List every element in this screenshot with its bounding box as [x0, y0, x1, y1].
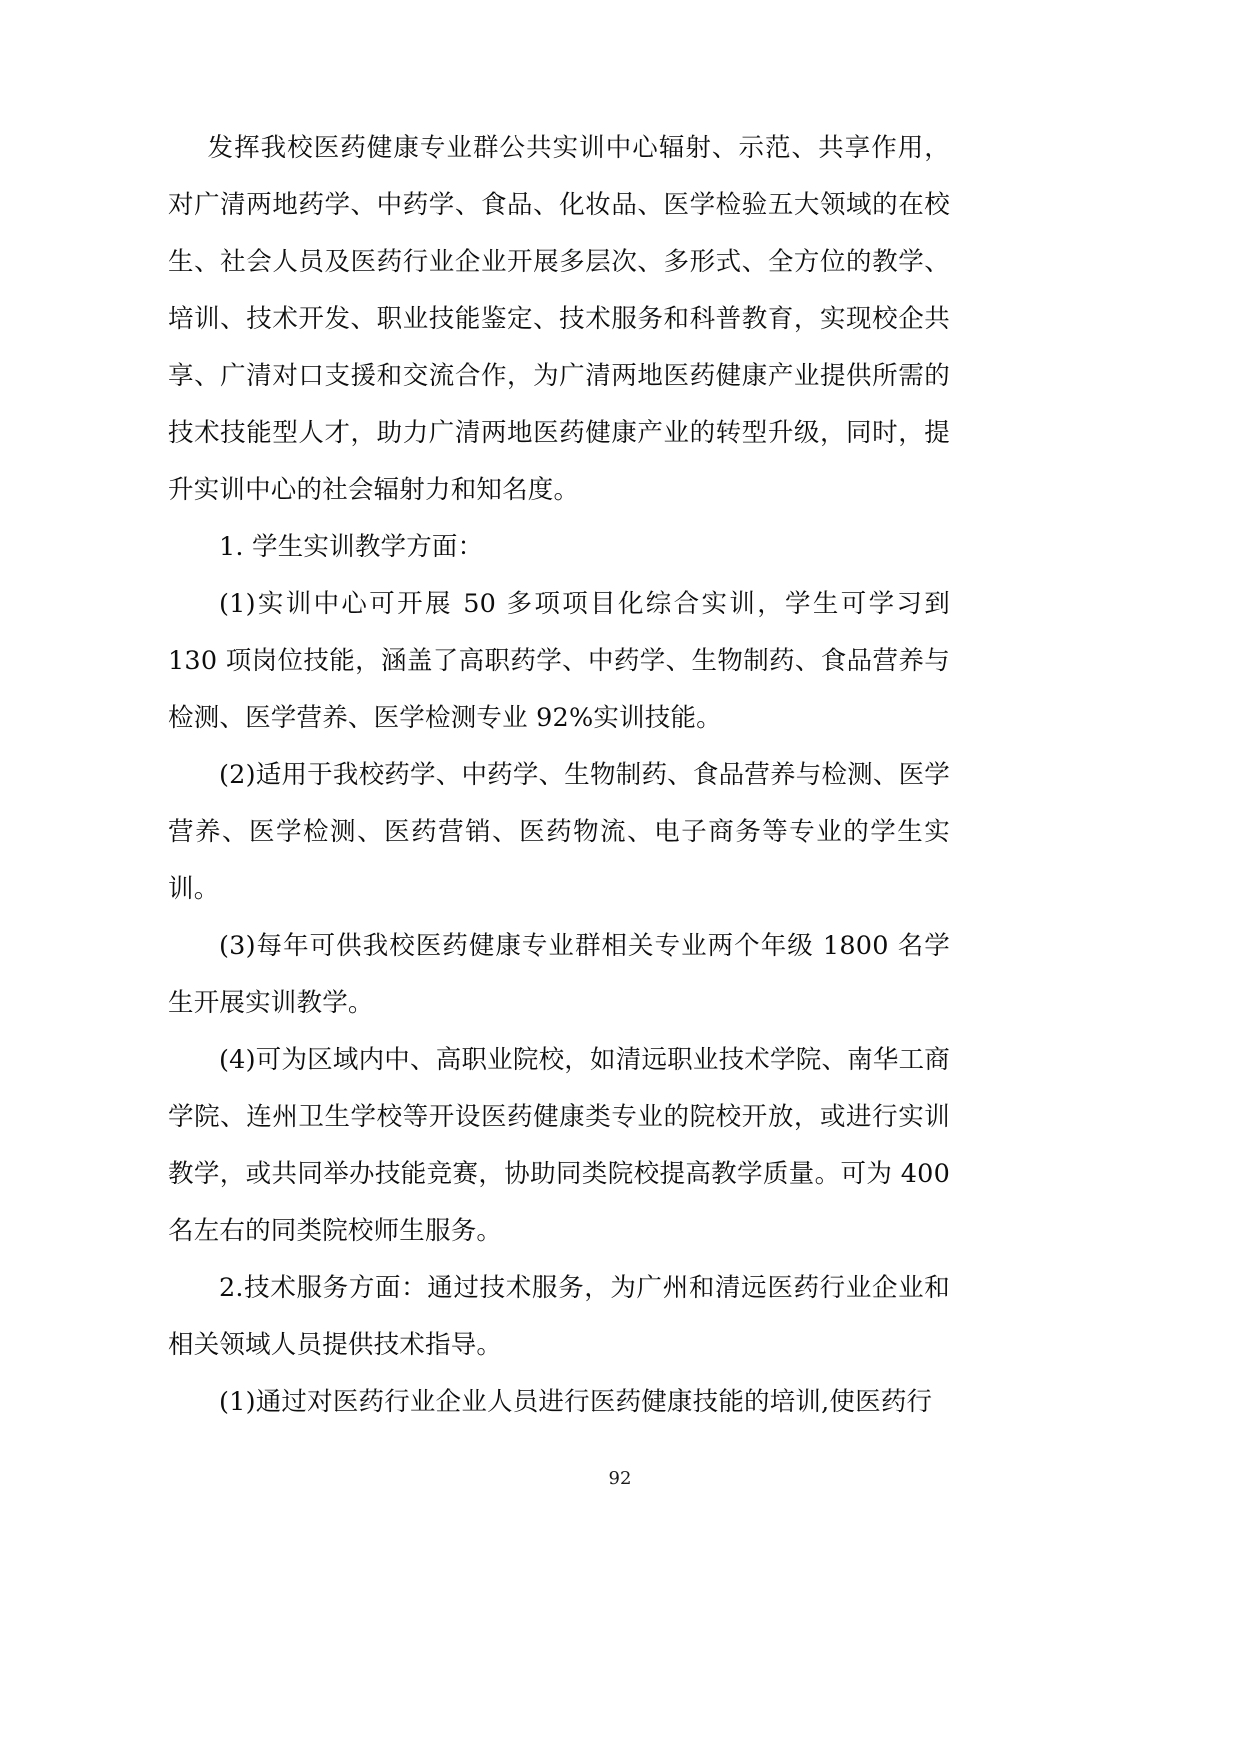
- paragraph-1-4: (4)可为区域内中、高职业院校，如清远职业技术学院、南华工商学院、连州卫生学校等开设医药健康类专业的院校开放，或进行实训教学，或共同举办技能竞赛，协助同类院校提高教学质量。可为 400 名左右的同类院校师生服务。: [168, 1045, 950, 1246]
- paragraph-1-2: (2)适用于我校药学、中药学、生物制药、食品营养与检测、医学营养、医学检测、医药营销、医药物流、电子商务等专业的学生实训。: [168, 760, 950, 904]
- paragraph-intro: 发挥我校医药健康专业群公共实训中心辐射、示范、共享作用，对广清两地药学、中药学、食品、化妆品、医学检验五大领域的在校生、社会人员及医药行业企业开展多层次、多形式、全方位的教学、培训、技术开发、职业技能鉴定、技术服务和科普教育，实现校企共享、广清对口支援和交流合作，为广清两地医药健康产业提供所需的技术技能型人才，助力广清两地医药健康产业的转型升级，同时，提升实训中心的社会辐射力和知名度。: [168, 133, 950, 505]
- paragraph-heading-2: 2.技术服务方面：通过技术服务，为广州和清远医药行业企业和相关领域人员提供技术指导。: [168, 1273, 950, 1360]
- page-number: 92: [608, 1468, 632, 1489]
- paragraph-heading-1: 1. 学生实训教学方面：: [219, 532, 484, 562]
- paragraph-2-1: (1)通过对医药行业企业人员进行医药健康技能的培训,使医药行: [219, 1387, 933, 1417]
- paragraph-1-3: (3)每年可供我校医药健康专业群相关专业两个年级 1800 名学生开展实训教学。: [168, 931, 950, 1018]
- page-content: [168, 120, 950, 1431]
- paragraph-1-1: (1)实训中心可开展 50 多项项目化综合实训，学生可学习到 130 项岗位技能，涵盖了高职药学、中药学、生物制药、食品营养与检测、医学营养、医学检测专业 92%实训技能。: [168, 589, 950, 733]
